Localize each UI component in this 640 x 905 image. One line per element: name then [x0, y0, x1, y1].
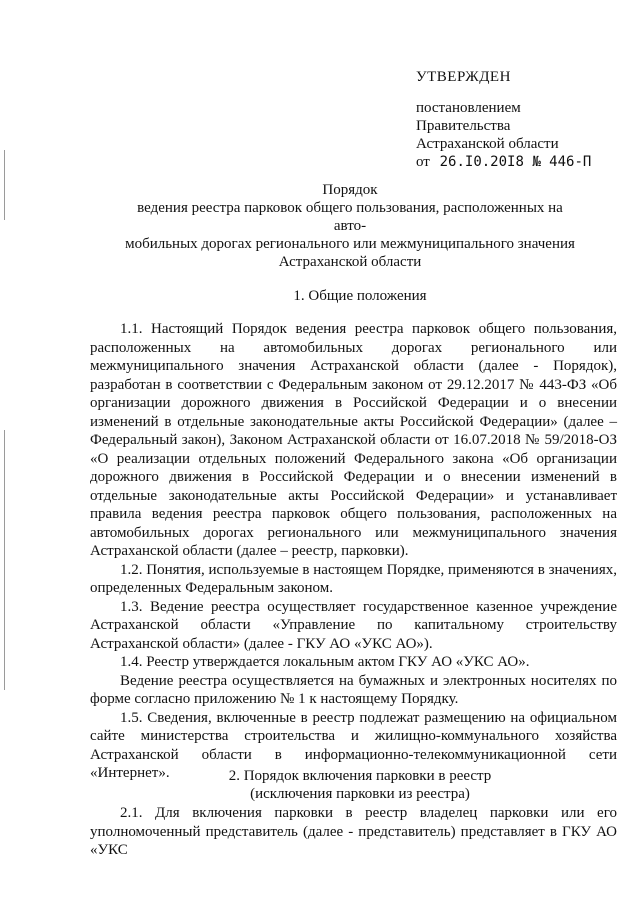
scan-edge-line	[4, 150, 5, 220]
document-title	[120, 181, 580, 271]
paragraph: 2.1. Для включения парковки в реестр владелец парковки или его уполномоченный представитель (далее - представитель) представляет в ГКУ АО «УКС	[90, 805, 617, 858]
title-line: мобильных дорогах регионального или межмуниципального значения	[125, 236, 575, 252]
section-2-heading	[160, 767, 560, 803]
scan-edge-line	[4, 430, 5, 690]
section-1-heading: 1. Общие положения	[293, 288, 427, 304]
approval-line: Правительства	[416, 118, 511, 134]
paragraph: 1.2. Понятия, используемые в настоящем Порядке, применяются в значениях, определенных Федеральным законом.	[90, 561, 617, 596]
title-line: Порядок	[322, 182, 378, 198]
title-line: Астраханской области	[278, 254, 422, 270]
paragraph: Ведение реестра осуществляется на бумажных и электронных носителях по форме согласно приложению № 1 к настоящему Порядку.	[90, 672, 617, 707]
paragraph: 1.4. Реестр утверждается локальным актом ГКУ АО «УКС АО».	[120, 654, 530, 670]
title-line: ведения реестра парковок общего пользования, расположенных на авто-	[137, 200, 563, 234]
section-1-body	[90, 320, 617, 783]
paragraph: 1.3. Ведение реестра осуществляет государственное казенное учреждение Астраханской области «Управление по капитальному строительству Астраханской области» (далее - ГКУ АО «УКС АО»).	[90, 598, 617, 652]
approval-stamp	[416, 68, 591, 171]
approval-heading: УТВЕРЖДЕН	[416, 69, 511, 85]
paragraph: 1.1. Настоящий Порядок ведения реестра парковок общего пользования, расположенных на автомобильных дорогах регионального или межмуниципального значения Астраханской области (далее - Порядок), разработан в соответствии с Федеральным законом от 29.12.2017 № 443-ФЗ «Об организации дорожного движения в Российской Федерации и о внесении изменений в отдельные законодательные акты Российской Федерации» (далее – Федеральный закон), Законом Астраханской области от 16.07.2018 № 59/2018-ОЗ «О реализации отдельных положений Федерального закона «Об организации дорожного движения в Российской Федерации и о внесении изменений в отдельные законодательные акты Российской Федерации» и устанавливает правила ведения реестра парковок общего пользования, расположенных на автомобильных дорогах регионального или межмуниципального значения Астраханской области (далее – реестр, парковки).	[90, 321, 617, 559]
section-2-heading-line: 2. Порядок включения парковки в реестр	[228, 768, 492, 784]
date-prefix: от	[416, 154, 430, 170]
approval-date-line	[416, 153, 591, 171]
section-2-body	[90, 804, 617, 860]
section-2-heading-line: (исключения парковки из реестра)	[250, 786, 470, 802]
approval-line: постановлением	[416, 100, 521, 116]
date-number: 26.I0.20I8 № 446-П	[439, 154, 592, 170]
paragraph: 1.5. Сведения, включенные в реестр подлежат размещению на официальном сайте министерства строительства и жилищно-коммунального хозяйства Астраханской области в информационно-телекоммуникационной сети «Интернет».	[90, 709, 617, 781]
approval-line: Астраханской области	[416, 136, 559, 152]
